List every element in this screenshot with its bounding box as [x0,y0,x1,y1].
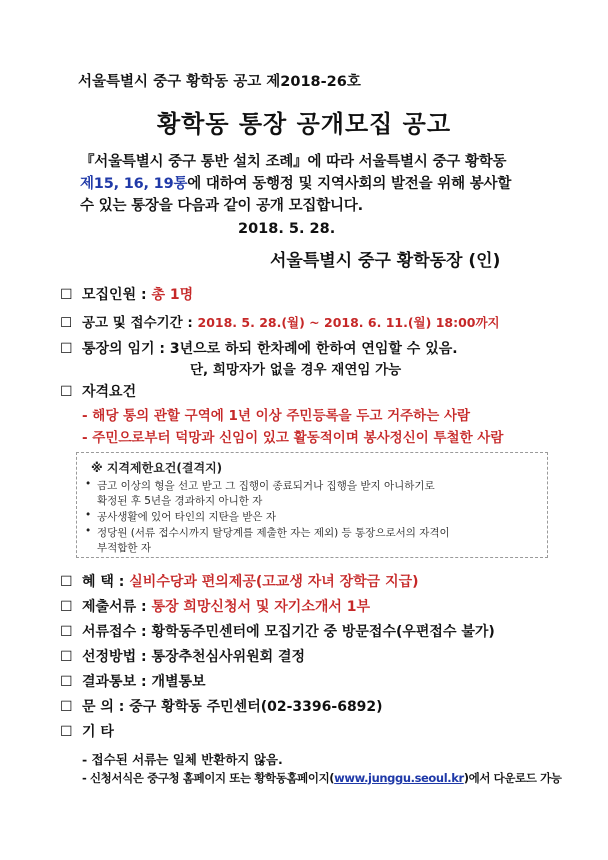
qualification-label: 자격요건 [82,384,137,400]
item-inquiry [60,696,383,716]
checkbox-icon: ☐ [60,574,73,590]
item-submission [60,621,495,641]
checkbox-icon: ☐ [60,699,73,715]
term-line-2: 단, 희망자가 없을 경우 재연임 가능 [190,362,402,378]
intro-line-2-rest: 에 대하여 동행정 및 지역사회의 발전을 위해 봉사할 [187,176,512,192]
page-title: 황학동 통장 공개모집 공고 [156,110,452,138]
restriction-3a: 정당원 (서류 접수시까지 탈당계를 제출한 자는 제외) 등 통장으로서의 자격이 [97,527,450,539]
benefit-value: 실비수당과 편의제공(고교생 자녀 장학금 지급) [129,574,419,590]
qualification-req-2: - 주민으로부터 덕망과 신임이 있고 활동적이며 봉사정신이 투철한 사람 [82,430,504,446]
result-text: 결과통보 : 개별통보 [82,674,206,690]
restrictions-box [76,452,548,558]
footer-note-2 [82,770,561,786]
checkbox-icon: ☐ [60,624,73,640]
restriction-3b: 부적합한 자 [97,542,152,554]
item-result [60,671,206,691]
bullet-icon: • [85,509,92,521]
notice-date: 2018. 5. 28. [238,221,336,237]
intro-line-3: 수 있는 통장을 다음과 같이 공개 모집합니다. [80,198,363,214]
intro-line-1: 『서울특별시 중구 통반 설치 조례』에 따라 서울특별시 중구 황학동 [80,154,507,170]
item-selection [60,646,305,666]
checkbox-icon: ☐ [60,649,73,665]
checkbox-icon: ☐ [60,341,73,357]
restrictions-title: ※ 지격제한요건(결격지) [91,461,223,475]
restriction-1a: 금고 이상의 형을 선고 받고 그 집행이 종료되거나 집행을 받지 아니하기로 [97,480,435,492]
selection-text: 선정방법 : 통장추천심사위원회 결정 [82,649,306,665]
documents-value: 통장 희망신청서 및 자기소개서 1부 [151,599,371,615]
checkbox-icon: ☐ [60,674,73,690]
issuer-signature: 서울특별시 중구 황학동장 (인) [270,251,501,271]
notice-number: 서울특별시 중구 황학동 공고 제2018-26호 [78,74,361,90]
bullet-icon: • [85,478,92,490]
checkbox-icon: ☐ [60,724,73,740]
submission-text: 서류접수 : 황학동주민센터에 모집기간 중 방문접수(우편접수 불가) [82,624,495,640]
checkbox-icon: ☐ [60,287,73,303]
restriction-2: 공사생활에 있어 타인의 지탄을 받은 자 [97,511,276,523]
intro-line-2 [80,172,511,193]
restriction-1b: 확정된 후 5년을 경과하지 아니한 자 [97,495,263,507]
target-districts: 제15, 16, 19통 [80,176,188,192]
checkbox-icon: ☐ [60,384,73,400]
recruit-value: 총 1명 [151,287,194,303]
bullet-icon: • [85,525,92,537]
period-value: 2018. 5. 28.(월) ~ 2018. 6. 11.(월) 18:00까지 [197,315,500,330]
item-recruit [60,284,193,304]
qualification-req-1: - 해당 통의 관할 구역에 1년 이상 주민등록을 두고 거주하는 사람 [82,408,471,424]
checkbox-icon: ☐ [60,315,73,331]
item-documents [60,596,370,616]
term-line-1: 통장의 임기 : 3년으로 하되 한차례에 한하여 연임할 수 있음. [82,341,458,357]
item-period [60,311,500,331]
item-term [60,338,458,358]
homepage-link[interactable]: www.junggu.seoul.kr [334,771,464,785]
footer-note-2-pre: - 신청서식은 중구청 홈페이지 또는 황학동홈페이지( [82,771,335,785]
benefit-label: 혜 택 : [82,574,130,590]
documents-label: 제출서류 : [82,599,152,615]
footer-note-1: - 접수된 서류는 일체 반환하지 않음. [82,752,283,767]
period-label: 공고 및 접수기간 : [82,315,198,331]
recruit-label: 모집인원 : [82,287,152,303]
item-benefit [60,571,419,591]
etc-label: 기 타 [82,724,114,740]
item-qualification [60,381,136,401]
item-etc [60,721,114,741]
checkbox-icon: ☐ [60,599,73,615]
footer-note-2-post: )에서 다운로드 가능 [463,771,562,785]
inquiry-text: 문 의 : 중구 황학동 주민센터(02-3396-6892) [82,699,383,715]
